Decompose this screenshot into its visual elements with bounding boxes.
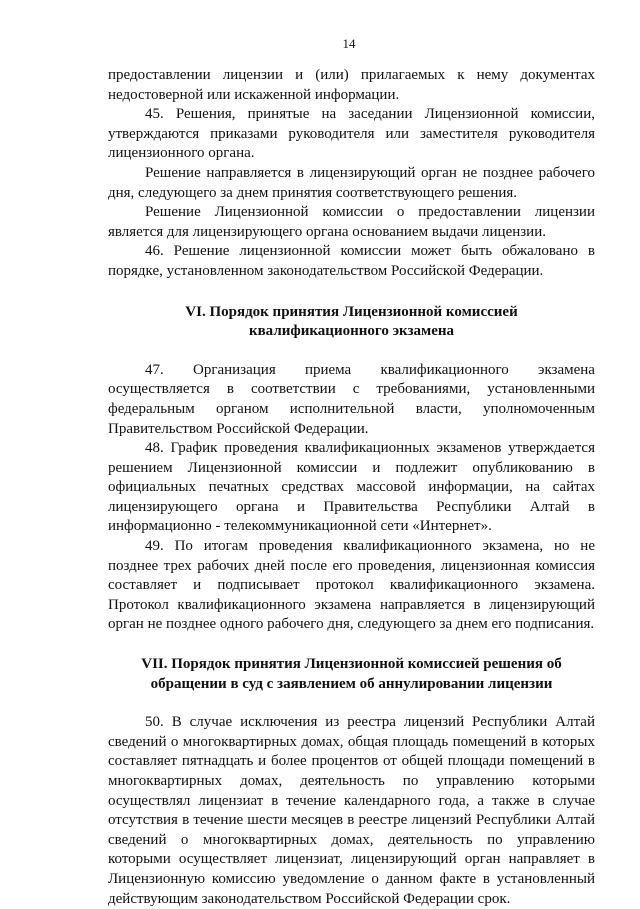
paragraph-47-first-line [108, 361, 595, 381]
paragraph-45: 45. Решения, принятые на заседании Лицензионной комиссии, утверждаются приказами руководителя или заместителя руководителя лицензионного органа. [108, 106, 595, 162]
paragraph-47-word: 47. [145, 361, 164, 378]
paragraph-48: 48. График проведения квалификационных экзаменов утверждается решением Лицензионной комиссии и подлежит опубликованию в официальных печатных средствах массовой информации, на сайтах лицензирующего органа и Правительства Республики Алтай в информационно - телекоммуникационной сети «Интернет». [108, 440, 595, 535]
page-number: 14 [342, 36, 356, 51]
paragraph-47-word: приема [304, 361, 352, 378]
section-heading-vii-line-1: VII. Порядок принятия Лицензионной комиссией решения об [141, 656, 562, 673]
section-heading-vii [108, 655, 595, 694]
paragraph-49: 49. По итогам проведения квалификационного экзамена, но не позднее трех рабочих дней после его проведения, лицензионная комиссия составляет и подписывает протокол квалификационного экзамена. Протокол квалификационного экзамена направляется в лицензирующий орган не позднее одного рабочего дня, следующего за днем его подписания. [108, 538, 595, 633]
paragraph-46: 46. Решение лицензионной комиссии может быть обжаловано в порядке, установленном законодательством Российской Федерации. [108, 243, 595, 279]
paragraph-47 [108, 361, 595, 439]
section-heading-vi-line-1: VI. Порядок принятия Лицензионной комиссией [185, 303, 518, 320]
paragraph-47-word: Организация [192, 361, 276, 378]
paragraph-47-word: квалификационного [380, 361, 509, 378]
paragraph-45-decision-basis: Решение Лицензионной комиссии о предоставлении лицензии является для лицензирующего органа основанием выдачи лицензии. [108, 204, 595, 240]
paragraph-50: 50. В случае исключения из реестра лицензий Республики Алтай сведений о многоквартирных домах, общая площадь помещений в которых составляет пятнадцать и более процентов от общей площади помещений в многоквартирных домах, деятельность по управлению которыми осуществлял лицензиат в течение календарного года, а также в случае отсутствия в течение шести месяцев в реестре лицензий Республики Алтай сведений о многоквартирных домах, деятельность по управлению которыми осуществляет лицензиат, лицензирующий орган направляет в Лицензионную комиссию уведомление о данном факте в установленный действующим законодательством Российской Федерации срок. [108, 714, 595, 907]
section-heading-vi [108, 303, 595, 342]
section-heading-vii-line-2: обращении в суд с заявлением об аннулировании лицензии [150, 675, 553, 692]
paragraph-47-word: экзамена [538, 361, 595, 378]
document-page [108, 36, 595, 909]
paragraph-47-rest: осуществляется в соответствии с требованиями, установленными федеральным органом исполнительной власти, уполномоченным Правительством Российской Федерации. [108, 381, 595, 437]
paragraph-45-decision-sent: Решение направляется в лицензирующий орган не позднее рабочего дня, следующего за днем принятия соответствующего решения. [108, 164, 595, 201]
paragraph-continuation: предоставлении лицензии и (или) прилагаемых к нему документах недостоверной или искаженной информации. [108, 67, 595, 103]
section-heading-vi-line-2: квалификационного экзамена [248, 323, 455, 340]
